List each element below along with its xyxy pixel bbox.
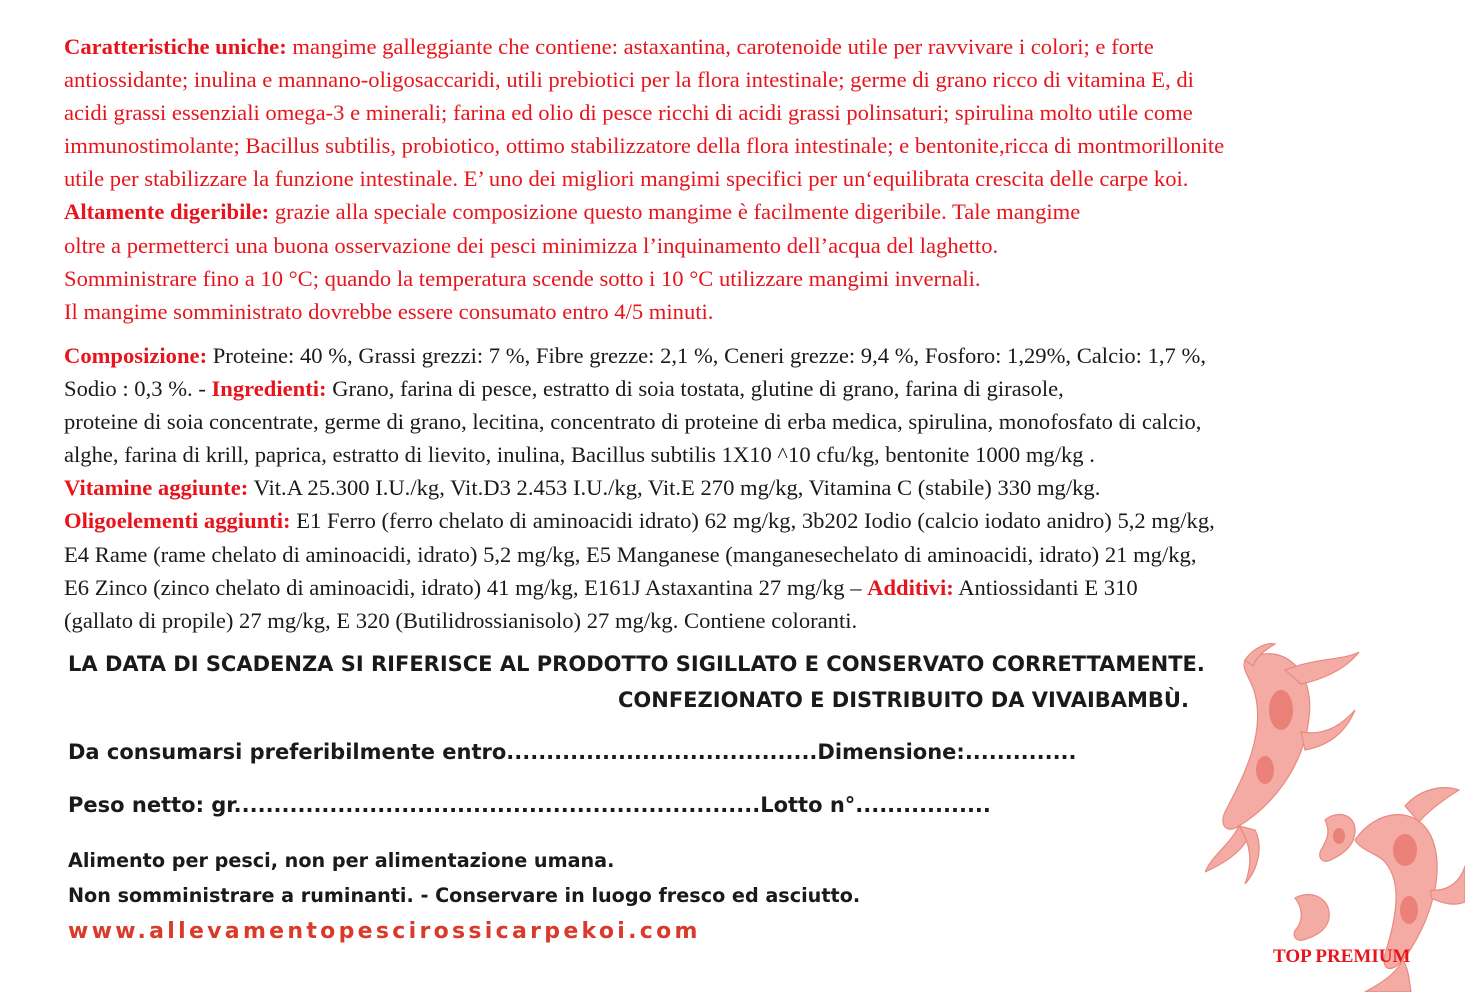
unique-features-line: immunostimolante; Bacillus subtilis, probiotico, ottimo stabilizzatore della flora intestinale; e bentonite,ricca di montmorillonite	[64, 133, 1225, 159]
feeding-temperature-line: Somministrare fino a 10 °C; quando la temperatura scende sotto i 10 °C utilizzare mangimi invernali.	[64, 265, 981, 291]
additives-text: Antiossidanti E 310	[953, 574, 1138, 600]
additives-label: Additivi:	[867, 574, 954, 600]
feed-warning: Alimento per pesci, non per alimentazione umana.	[68, 849, 615, 872]
unique-features-line: antiossidante; inulina e mannano-oligosaccaridi, utili prebiotici per la flora intestinale; germe di grano ricco di vitamina E, di	[64, 67, 1194, 93]
feeding-time-line: Il mangime somministrato dovrebbe essere consumato entro 4/5 minuti.	[64, 298, 714, 324]
composition-text: Sodio : 0,3 %. -	[64, 376, 212, 402]
composition-section	[64, 339, 1464, 637]
digestible-label: Altamente digeribile:	[64, 199, 270, 225]
website-link[interactable]: www.allevamentopescirossicarpekoi.com	[68, 919, 701, 944]
expiry-note: LA DATA DI SCADENZA SI RIFERISCE AL PRODOTTO SIGILLATO E CONSERVATO CORRETTAMENTE.	[68, 652, 1205, 676]
unique-features-line: acidi grassi essenziali omega-3 e minerali; farina ed olio di pesce ricchi di acidi grassi polinsaturi; spirulina molto utile come	[64, 100, 1193, 126]
trace-elements-text: E6 Zinco (zinco chelato di aminoacidi, idrato) 41 mg/kg, E161J Astaxantina 27 mg/kg –	[64, 574, 868, 600]
ingredients-text: Grano, farina di pesce, estratto di soia tostata, glutine di grano, farina di girasole,	[326, 376, 1064, 402]
composition-text: Proteine: 40 %, Grassi grezzi: 7 %, Fibre grezze: 2,1 %, Ceneri grezze: 9,4 %, Fosforo: 1,29%, Calcio: 1,7 %,	[207, 343, 1206, 368]
product-grade-badge: TOP PREMIUM	[1273, 946, 1411, 967]
ingredients-line: alghe, farina di krill, paprica, estratto di lievito, inulina, Bacillus subtilis 1X10 ^10 cfu/kg, bentonite 1000 mg/kg .	[64, 442, 1095, 468]
digestible-text: grazie alla speciale composizione questo mangime è facilmente digeribile. Tale mangime	[269, 199, 1081, 225]
net-weight-field: Peso netto: gr..................................................................Lotto n°.................	[68, 793, 991, 817]
best-before-field: Da consumarsi preferibilmente entro.......................................Dimensione:..............	[68, 740, 1077, 764]
additives-line: (gallato di propile) 27 mg/kg, E 320 (Butilidrossianisolo) 27 mg/kg. Contiene coloranti.	[64, 607, 858, 633]
digestible-line: oltre a permetterci una buona osservazione dei pesci minimizza l’inquinamento dell’acqua del laghetto.	[64, 232, 999, 258]
trace-elements-label: Oligoelementi aggiunti:	[64, 508, 291, 534]
vitamins-label: Vitamine aggiunte:	[64, 475, 249, 501]
distributor-note: CONFEZIONATO E DISTRIBUITO DA VIVAIBAMBÙ.	[618, 688, 1189, 712]
storage-warning: Non somministrare a ruminanti. - Conservare in luogo fresco ed asciutto.	[68, 884, 861, 907]
unique-features-text: mangime galleggiante che contiene: astaxantina, carotenoide utile per ravvivare i colori; e forte	[286, 34, 1154, 59]
ingredients-label: Ingredienti:	[211, 376, 327, 402]
unique-features-line: utile per stabilizzare la funzione intestinale. E’ uno dei migliori mangimi specifici per un‘equilibrata crescita delle carpe koi.	[64, 166, 1189, 192]
ingredients-line: proteine di soia concentrate, germe di grano, lecitina, concentrato di proteine di erba medica, spirulina, monofosfato di calcio,	[64, 409, 1202, 435]
composition-label: Composizione:	[64, 343, 208, 368]
vitamins-text: Vit.A 25.300 I.U./kg, Vit.D3 2.453 I.U./kg, Vit.E 270 mg/kg, Vitamina C (stabile) 330 mg/kg.	[248, 475, 1101, 501]
unique-features-label: Caratteristiche uniche:	[64, 34, 287, 59]
koi-fish-icon	[1205, 640, 1465, 992]
trace-elements-line: E4 Rame (rame chelato di aminoacidi, idrato) 5,2 mg/kg, E5 Manganese (manganesechelato di aminoacidi, idrato) 21 mg/kg,	[64, 541, 1197, 567]
trace-elements-text: E1 Ferro (ferro chelato di aminoacidi idrato) 62 mg/kg, 3b202 Iodio (calcio iodato anidro) 5,2 mg/kg,	[290, 508, 1215, 534]
product-description	[64, 30, 1464, 328]
